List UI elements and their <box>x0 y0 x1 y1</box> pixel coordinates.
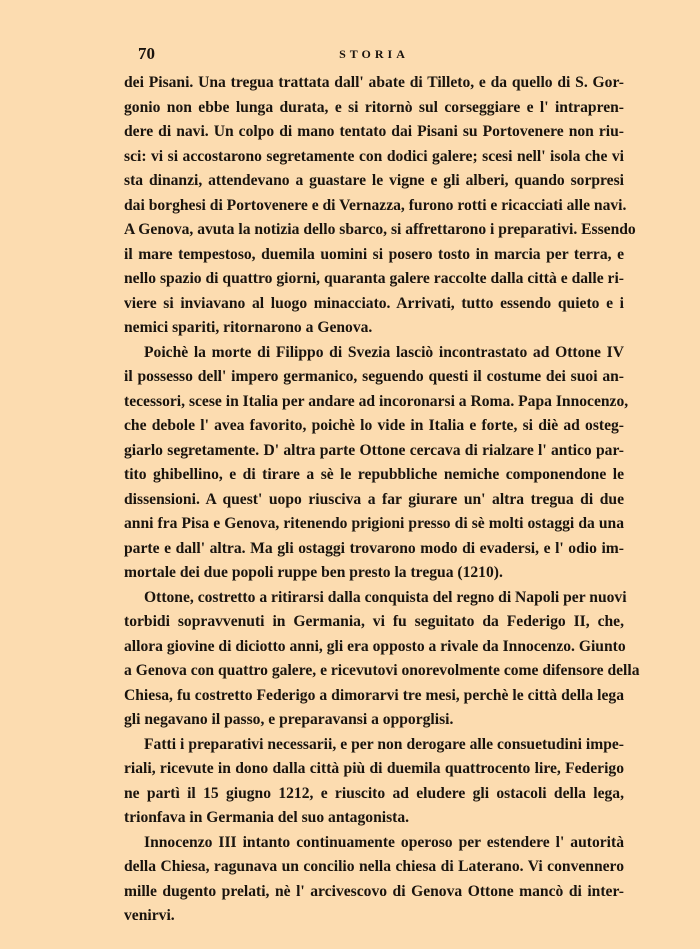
text-line: giarlo segretamente. D' altra parte Ottone cercava di rialzare l' antico par- <box>124 441 624 459</box>
page-number: 70 <box>138 44 155 63</box>
body-text <box>124 71 640 929</box>
page-header <box>124 44 624 66</box>
text-line: dissensioni. A quest' uopo riusciva a far giurare un' altra tregua di due <box>124 490 624 508</box>
text-line: sta dinanzi, attendevano a guastare le vigne e gli alberi, quando sorpresi <box>124 172 624 189</box>
text-line: parte e dall' altra. Ma gli ostaggi trovarono modo di evadersi, e l' odio im- <box>124 539 624 557</box>
text-line: a Genova con quattro galere, e ricevutovi onorevolmente come difensore della <box>124 662 640 679</box>
text-line: A Genova, avuta la notizia dello sbarco, si affrettarono i preparativi. Essendo <box>124 221 636 238</box>
text-line: ne partì il 15 giugno 1212, e riuscito ad eludere gli ostacoli della lega, <box>124 784 624 802</box>
text-line: gonio non ebbe lunga durata, e si ritornò sul corseggiare e l' intrapren- <box>124 98 624 116</box>
text-line: tito ghibellino, e di tirare a sè le repubbliche nemiche componendone le <box>124 466 624 483</box>
text-line: dei Pisani. Una tregua trattata dall' abate di Tilleto, e da quello di S. Gor- <box>124 74 624 91</box>
text-line: che debole l' avea favorito, poichè lo vide in Italia e forte, si diè ad osteg- <box>124 417 624 434</box>
text-line: mortale dei due popoli ruppe ben presto la tregua (1210). <box>124 564 503 581</box>
text-line: viere si inviavano al luogo minacciato. Arrivati, tutto essendo quieto e i <box>124 294 624 312</box>
text-line: Chiesa, fu costretto Federigo a dimorarvi tre mesi, perchè le città della lega <box>124 686 624 704</box>
text-line: venirvi. <box>124 907 175 924</box>
text-line: della Chiesa, ragunava un concilio nella chiesa di Laterano. Vi convennero <box>124 858 624 875</box>
text-line: torbidi sopravvenuti in Germania, vi fu seguitato da Federigo II, che, <box>124 613 624 630</box>
text-line: dere di navi. Un colpo di mano tentato dai Pisani su Portovenere non riu- <box>124 123 624 140</box>
text-line: sci: vi si accostarono segretamente con dodici galere; scesi nell' isola che vi <box>124 147 624 165</box>
text-line: mille dugento prelati, nè l' arcivescovo di Genova Ottone mancò di inter- <box>124 882 624 900</box>
text-line: tecessori, scese in Italia per andare ad incoronarsi a Roma. Papa Innocenzo, <box>124 392 629 410</box>
text-line: Poichè la morte di Filippo di Svezia lasciò incontrastato ad Ottone IV <box>144 343 624 361</box>
text-line: il possesso dell' impero germanico, seguendo questi il costume dei suoi an- <box>124 368 624 385</box>
text-line: riali, ricevute in dono dalla città più di duemila quattrocento lire, Federigo <box>124 760 624 777</box>
text-line: Innocenzo III intanto continuamente operoso per estendere l' autorità <box>144 833 624 851</box>
text-line: Fatti i preparativi necessarii, e per non derogare alle consuetudini impe- <box>144 735 624 753</box>
running-head: STORIA <box>339 47 409 61</box>
text-line: nemici spariti, ritornarono a Genova. <box>124 319 373 336</box>
text-line: Ottone, costretto a ritirarsi dalla conquista del regno di Napoli per nuovi <box>144 588 627 606</box>
text-line: gli negavano il passo, e preparavansi a opporglisi. <box>124 711 454 728</box>
text-line: dai borghesi di Portovenere e di Vernazza, furono rotti e ricacciati alle navi. <box>124 196 627 214</box>
text-line: il mare tempestoso, duemila uomini si posero tosto in marcia per terra, e <box>124 245 624 263</box>
text-line: allora giovine di diciotto anni, gli era opposto a rivale da Innocenzo. Giunto <box>124 637 626 655</box>
text-line: nello spazio di quattro giorni, quaranta galere raccolte dalla città e dalle ri- <box>124 270 624 287</box>
text-line: anni fra Pisa e Genova, ritenendo prigioni presso di sè molti ostaggi da una <box>124 515 624 532</box>
text-line: trionfava in Germania del suo antagonista. <box>124 809 410 826</box>
